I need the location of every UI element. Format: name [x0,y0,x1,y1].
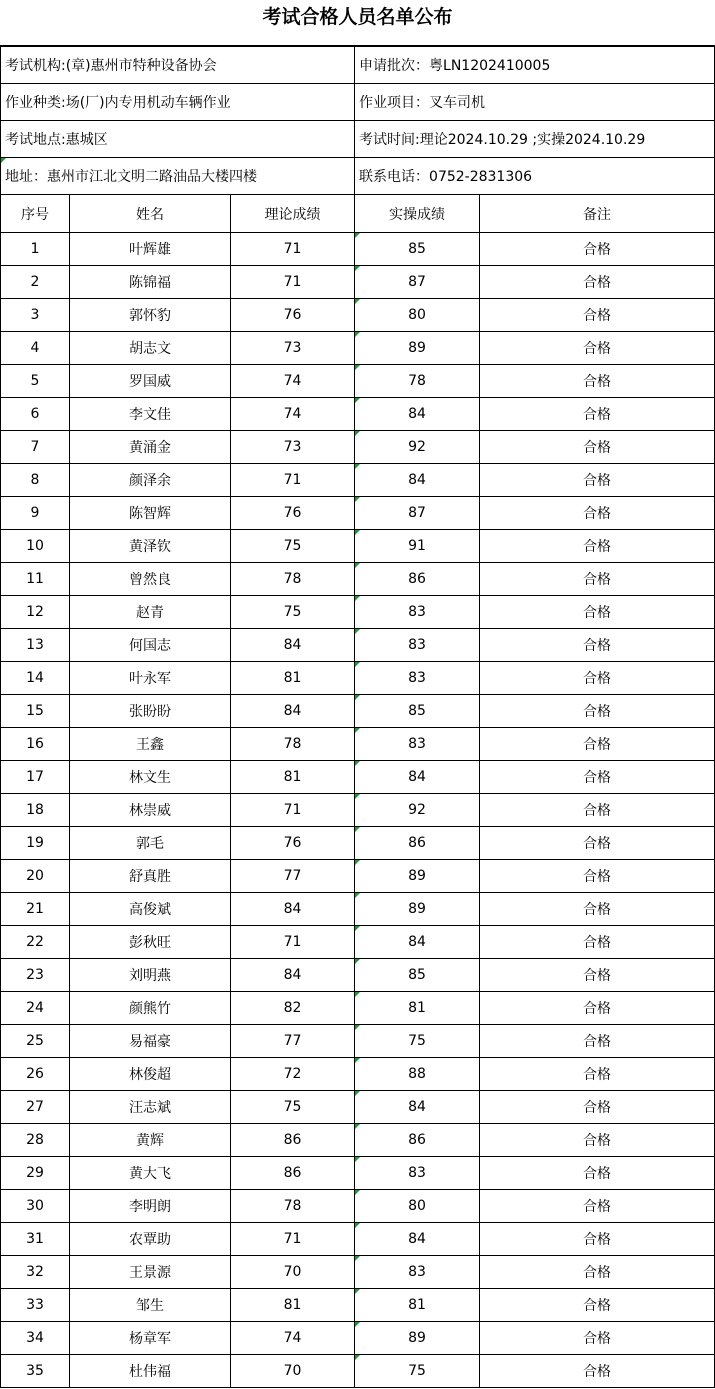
cell-name: 赵青 [70,596,231,629]
cell-name: 刘明燕 [70,959,231,992]
cell-theory-score: 74 [231,398,355,431]
cell-remark: 合格 [480,1355,715,1388]
cell-theory-score: 75 [231,530,355,563]
cell-index: 16 [1,728,70,761]
cell-theory-score: 73 [231,332,355,365]
info-row [1,158,715,195]
work-type: 作业种类:场(厂)内专用机动车辆作业 [1,84,355,121]
cell-name: 汪志斌 [70,1091,231,1124]
cell-index: 28 [1,1124,70,1157]
table-row [1,728,715,761]
cell-theory-score: 76 [231,497,355,530]
cell-index: 11 [1,563,70,596]
cell-index: 6 [1,398,70,431]
cell-theory-score: 71 [231,464,355,497]
cell-name: 陈智辉 [70,497,231,530]
cell-name: 杜伟福 [70,1355,231,1388]
cell-theory-score: 71 [231,266,355,299]
cell-name: 颜泽余 [70,464,231,497]
cell-remark: 合格 [480,1256,715,1289]
table-row [1,761,715,794]
cell-name: 农覃助 [70,1223,231,1256]
table-row [1,596,715,629]
cell-remark: 合格 [480,629,715,662]
cell-name: 李文佳 [70,398,231,431]
cell-index: 1 [1,233,70,266]
cell-name: 曾然良 [70,563,231,596]
cell-practical-score: 87 [355,266,480,299]
results-table [0,46,715,1388]
cell-practical-score: 85 [355,695,480,728]
cell-index: 26 [1,1058,70,1091]
table-row [1,266,715,299]
cell-practical-score: 86 [355,563,480,596]
cell-index: 13 [1,629,70,662]
cell-index: 8 [1,464,70,497]
cell-theory-score: 70 [231,1256,355,1289]
cell-remark: 合格 [480,992,715,1025]
table-row [1,398,715,431]
cell-name: 黄辉 [70,1124,231,1157]
cell-remark: 合格 [480,860,715,893]
cell-theory-score: 71 [231,233,355,266]
table-row [1,959,715,992]
cell-practical-score: 84 [355,761,480,794]
cell-practical-score: 83 [355,629,480,662]
cell-remark: 合格 [480,728,715,761]
cell-practical-score: 78 [355,365,480,398]
cell-index: 19 [1,827,70,860]
cell-theory-score: 76 [231,827,355,860]
cell-index: 22 [1,926,70,959]
cell-practical-score: 92 [355,794,480,827]
cell-index: 24 [1,992,70,1025]
cell-practical-score: 89 [355,1322,480,1355]
cell-index: 34 [1,1322,70,1355]
cell-theory-score: 81 [231,1289,355,1322]
cell-name: 叶辉雄 [70,233,231,266]
exam-organization: 考试机构:(章)惠州市特种设备协会 [1,47,355,84]
cell-remark: 合格 [480,596,715,629]
cell-remark: 合格 [480,563,715,596]
cell-practical-score: 84 [355,464,480,497]
cell-remark: 合格 [480,365,715,398]
cell-index: 5 [1,365,70,398]
cell-name: 颜熊竹 [70,992,231,1025]
cell-index: 18 [1,794,70,827]
cell-name: 邹生 [70,1289,231,1322]
cell-remark: 合格 [480,1223,715,1256]
cell-index: 30 [1,1190,70,1223]
cell-practical-score: 81 [355,1289,480,1322]
table-row [1,233,715,266]
header-remark: 备注 [480,195,715,233]
table-row [1,1091,715,1124]
cell-practical-score: 80 [355,299,480,332]
cell-practical-score: 75 [355,1355,480,1388]
cell-name: 黄涌金 [70,431,231,464]
work-item: 作业项目：叉车司机 [355,84,715,121]
cell-theory-score: 82 [231,992,355,1025]
table-row [1,365,715,398]
cell-theory-score: 84 [231,959,355,992]
cell-name: 李明朗 [70,1190,231,1223]
cell-practical-score: 80 [355,1190,480,1223]
cell-name: 郭怀豹 [70,299,231,332]
cell-index: 32 [1,1256,70,1289]
cell-index: 15 [1,695,70,728]
cell-theory-score: 84 [231,893,355,926]
cell-remark: 合格 [480,893,715,926]
cell-remark: 合格 [480,1091,715,1124]
cell-name: 高俊斌 [70,893,231,926]
page-title: 考试合格人员名单公布 [0,0,715,46]
table-row [1,530,715,563]
cell-remark: 合格 [480,1157,715,1190]
info-row [1,121,715,158]
table-row [1,1058,715,1091]
cell-name: 张盼盼 [70,695,231,728]
cell-name: 王景源 [70,1256,231,1289]
cell-name: 林俊超 [70,1058,231,1091]
cell-index: 25 [1,1025,70,1058]
cell-index: 35 [1,1355,70,1388]
cell-index: 27 [1,1091,70,1124]
cell-name: 王鑫 [70,728,231,761]
exam-time: 考试时间:理论2024.10.29 ;实操2024.10.29 [355,121,715,158]
header-index: 序号 [1,195,70,233]
contact-phone: 联系电话：0752-2831306 [355,158,715,195]
cell-name: 林崇威 [70,794,231,827]
cell-name: 郭毛 [70,827,231,860]
cell-remark: 合格 [480,398,715,431]
cell-remark: 合格 [480,827,715,860]
table-row [1,1025,715,1058]
cell-index: 23 [1,959,70,992]
cell-index: 31 [1,1223,70,1256]
cell-remark: 合格 [480,233,715,266]
cell-name: 何国志 [70,629,231,662]
cell-theory-score: 86 [231,1157,355,1190]
cell-name: 胡志文 [70,332,231,365]
table-row [1,992,715,1025]
cell-index: 20 [1,860,70,893]
cell-practical-score: 85 [355,233,480,266]
cell-remark: 合格 [480,266,715,299]
cell-theory-score: 77 [231,860,355,893]
table-row [1,563,715,596]
table-row [1,1355,715,1388]
cell-index: 21 [1,893,70,926]
cell-theory-score: 72 [231,1058,355,1091]
table-row [1,1289,715,1322]
cell-theory-score: 75 [231,1091,355,1124]
address: 地址：惠州市江北文明二路油品大楼四楼 [1,158,355,195]
cell-practical-score: 84 [355,398,480,431]
cell-theory-score: 78 [231,728,355,761]
cell-theory-score: 71 [231,926,355,959]
cell-practical-score: 86 [355,827,480,860]
table-row [1,1157,715,1190]
cell-theory-score: 75 [231,596,355,629]
cell-remark: 合格 [480,794,715,827]
cell-remark: 合格 [480,1058,715,1091]
table-row [1,1124,715,1157]
cell-theory-score: 76 [231,299,355,332]
table-row [1,1322,715,1355]
results-table-body [1,47,715,1388]
cell-remark: 合格 [480,1289,715,1322]
cell-remark: 合格 [480,959,715,992]
cell-practical-score: 83 [355,1256,480,1289]
header-practical-score: 实操成绩 [355,195,480,233]
cell-index: 4 [1,332,70,365]
cell-practical-score: 84 [355,1091,480,1124]
cell-index: 12 [1,596,70,629]
cell-name: 杨章军 [70,1322,231,1355]
cell-practical-score: 84 [355,1223,480,1256]
table-row [1,497,715,530]
cell-practical-score: 92 [355,431,480,464]
cell-practical-score: 89 [355,332,480,365]
cell-name: 黄泽钦 [70,530,231,563]
cell-theory-score: 74 [231,1322,355,1355]
cell-remark: 合格 [480,695,715,728]
table-row [1,464,715,497]
cell-remark: 合格 [480,1025,715,1058]
cell-theory-score: 84 [231,629,355,662]
cell-index: 2 [1,266,70,299]
cell-name: 易福豪 [70,1025,231,1058]
cell-remark: 合格 [480,299,715,332]
cell-remark: 合格 [480,497,715,530]
table-row [1,827,715,860]
cell-remark: 合格 [480,530,715,563]
cell-remark: 合格 [480,431,715,464]
cell-name: 叶永军 [70,662,231,695]
cell-theory-score: 73 [231,431,355,464]
cell-theory-score: 71 [231,794,355,827]
cell-theory-score: 78 [231,563,355,596]
cell-name: 彭秋旺 [70,926,231,959]
cell-index: 29 [1,1157,70,1190]
cell-practical-score: 86 [355,1124,480,1157]
cell-practical-score: 87 [355,497,480,530]
cell-practical-score: 88 [355,1058,480,1091]
info-row [1,47,715,84]
cell-name: 陈锦福 [70,266,231,299]
table-row [1,1256,715,1289]
cell-theory-score: 86 [231,1124,355,1157]
exam-location: 考试地点:惠城区 [1,121,355,158]
table-header-row [1,195,715,233]
cell-name: 黄大飞 [70,1157,231,1190]
cell-practical-score: 84 [355,926,480,959]
info-row [1,84,715,121]
header-theory-score: 理论成绩 [231,195,355,233]
cell-remark: 合格 [480,464,715,497]
table-row [1,893,715,926]
cell-remark: 合格 [480,1124,715,1157]
cell-remark: 合格 [480,332,715,365]
table-row [1,299,715,332]
table-row [1,926,715,959]
cell-practical-score: 81 [355,992,480,1025]
cell-index: 33 [1,1289,70,1322]
cell-index: 7 [1,431,70,464]
cell-practical-score: 89 [355,860,480,893]
cell-practical-score: 83 [355,596,480,629]
cell-theory-score: 77 [231,1025,355,1058]
cell-remark: 合格 [480,926,715,959]
table-row [1,695,715,728]
cell-practical-score: 85 [355,959,480,992]
cell-theory-score: 84 [231,695,355,728]
cell-theory-score: 74 [231,365,355,398]
cell-index: 17 [1,761,70,794]
cell-name: 罗国威 [70,365,231,398]
cell-index: 9 [1,497,70,530]
cell-theory-score: 81 [231,662,355,695]
cell-practical-score: 83 [355,728,480,761]
table-row [1,1190,715,1223]
cell-index: 10 [1,530,70,563]
cell-theory-score: 78 [231,1190,355,1223]
application-batch: 申请批次：粤LN1202410005 [355,47,715,84]
cell-theory-score: 71 [231,1223,355,1256]
cell-practical-score: 83 [355,662,480,695]
table-row [1,662,715,695]
cell-name: 舒真胜 [70,860,231,893]
cell-practical-score: 75 [355,1025,480,1058]
table-row [1,332,715,365]
cell-remark: 合格 [480,662,715,695]
cell-theory-score: 81 [231,761,355,794]
table-row [1,860,715,893]
table-row [1,629,715,662]
cell-index: 14 [1,662,70,695]
header-name: 姓名 [70,195,231,233]
cell-name: 林文生 [70,761,231,794]
cell-practical-score: 89 [355,893,480,926]
table-row [1,794,715,827]
cell-remark: 合格 [480,1322,715,1355]
cell-practical-score: 83 [355,1157,480,1190]
table-row [1,1223,715,1256]
cell-index: 3 [1,299,70,332]
table-row [1,431,715,464]
cell-remark: 合格 [480,761,715,794]
cell-practical-score: 91 [355,530,480,563]
cell-theory-score: 70 [231,1355,355,1388]
cell-remark: 合格 [480,1190,715,1223]
